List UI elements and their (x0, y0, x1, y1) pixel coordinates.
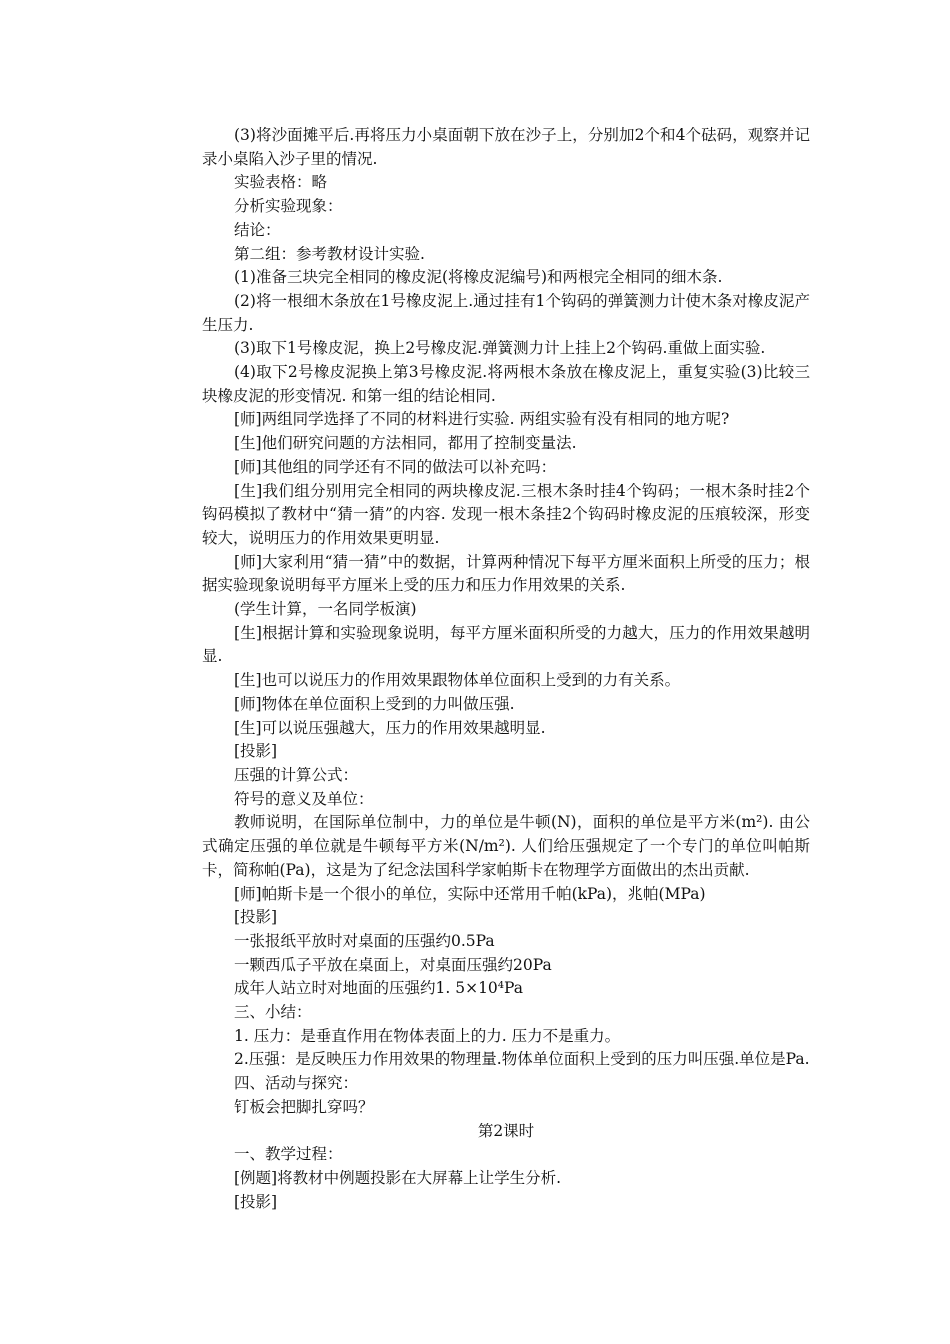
paragraph: 2.压强：是反映压力作用效果的物理量.物体单位面积上受到的压力叫压强.单位是Pa. (234, 1050, 810, 1069)
paragraph: [例题]将教材中例题投影在大屏幕上让学生分析. (234, 1168, 562, 1187)
paragraph: 成年人站立时对地面的压强约1. 5×10⁴Pa (234, 979, 523, 998)
paragraph: [生]他们研究问题的方法相同，都用了控制变量法. (234, 434, 577, 453)
document-body (202, 124, 810, 1214)
paragraph: 结论： (234, 220, 281, 239)
paragraph: 分析实验现象： (234, 197, 343, 216)
paragraph: 一张报纸平放时对桌面的压强约0.5Pa (234, 931, 495, 950)
paragraph: [投影] (234, 742, 278, 761)
paragraph: [生]我们组分别用完全相同的两块橡皮泥.三根木条时挂4个钩码；一根木条时挂2个钩码模拟了教材中“猜一猜”的内容. 发现一根木条挂2个钩码时橡皮泥的压痕较深，形变较大，说明压力的作用效果更明显. (202, 481, 810, 547)
paragraph: [师]其他组的同学还有不同的做法可以补充吗： (234, 457, 557, 476)
paragraph: 符号的意义及单位： (234, 789, 374, 808)
paragraph: 1. 压力：是垂直作用在物体表面上的力. 压力不是重力。 (234, 1026, 621, 1045)
paragraph: [生]根据计算和实验现象说明，每平方厘米面积所受的力越大，压力的作用效果越明显. (202, 623, 810, 666)
paragraph: [投影] (234, 908, 278, 927)
paragraph: [师]大家利用“猜一猜”中的数据，计算两种情况下每平方厘米面积上所受的压力；根据实验现象说明每平方厘米上受的压力和压力作用效果的关系. (202, 552, 810, 595)
paragraph: 一颗西瓜子平放在桌面上，对桌面压强约20Pa (234, 955, 552, 974)
paragraph: (2)将一根细木条放在1号橡皮泥上.通过挂有1个钩码的弹簧测力计使木条对橡皮泥产生压力. (202, 291, 810, 334)
paragraph: (3)将沙面摊平后.再将压力小桌面朝下放在沙子上，分别加2个和4个砝码，观察并记录小桌陷入沙子里的情况. (202, 126, 810, 168)
lesson-heading: 第2课时 (477, 1121, 535, 1140)
paragraph: 教师说明，在国际单位制中，力的单位是牛顿(N)，面积的单位是平方米(m²). 由公式确定压强的单位就是牛顿每平方米(N/m²). 人们给压强规定了一个专门的单位叫帕斯卡，简称帕(Pa)，这是为了纪念法国科学家帕斯卡在物理学方面做出的杰出贡献. (202, 813, 810, 879)
paragraph: [生]也可以说压力的作用效果跟物体单位面积上受到的力有关系。 (234, 671, 681, 690)
paragraph: [生]可以说压强越大，压力的作用效果越明显. (234, 718, 546, 737)
section-heading: 四、活动与探究： (234, 1074, 359, 1093)
paragraph: (4)取下2号橡皮泥换上第3号橡皮泥.将两根木条放在橡皮泥上，重复实验(3)比较三块橡皮泥的形变情况. 和第一组的结论相同. (202, 363, 810, 405)
paragraph: 第二组：参考教材设计实验. (234, 244, 425, 263)
paragraph: 钉板会把脚扎穿吗？ (234, 1097, 374, 1116)
paragraph: [师]帕斯卡是一个很小的单位，实际中还常用千帕(kPa)，兆帕(MPa) (234, 884, 706, 903)
section-heading: 一、教学过程： (234, 1145, 343, 1164)
paragraph: (1)准备三块完全相同的橡皮泥(将橡皮泥编号)和两根完全相同的细木条. (234, 268, 723, 287)
paragraph: [师]两组同学选择了不同的材料进行实验. 两组实验有没有相同的地方呢? (234, 410, 730, 429)
paragraph: 压强的计算公式： (234, 765, 359, 784)
paragraph: [师]物体在单位面积上受到的力叫做压强. (234, 694, 515, 713)
section-heading: 三、小结： (234, 1003, 312, 1022)
paragraph: (学生计算，一名同学板演) (234, 600, 417, 619)
paragraph: [投影] (234, 1192, 278, 1211)
paragraph: 实验表格：略 (234, 173, 328, 192)
paragraph: (3)取下1号橡皮泥，换上2号橡皮泥.弹簧测力计上挂上2个钩码.重做上面实验. (234, 339, 766, 358)
